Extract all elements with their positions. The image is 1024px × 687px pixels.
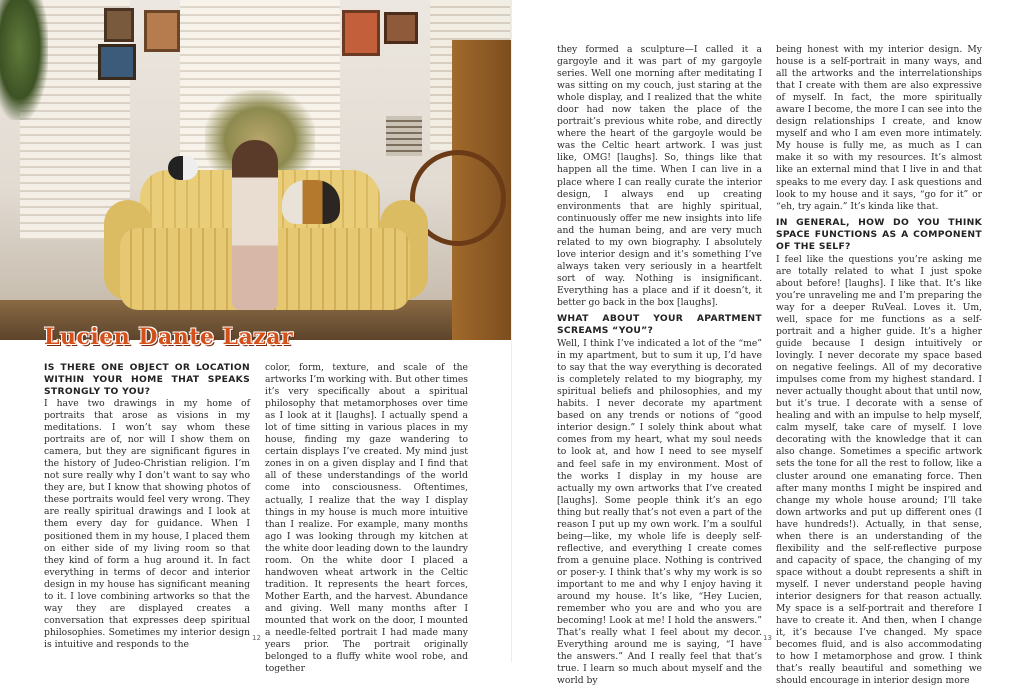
article-title: Lucien Dante Lazar — [44, 324, 294, 350]
photo-person — [232, 140, 278, 310]
photo-book-stack — [386, 116, 422, 156]
photo-wall-frame — [98, 44, 136, 80]
photo-wall-frame — [384, 12, 418, 44]
photo-calico-cat — [282, 180, 340, 224]
left-page — [0, 0, 512, 675]
photo-black-white-cat — [168, 156, 198, 180]
answer-paragraph: color, form, texture, and scale of the artworks I’m working with. But other times it’s very specifically about a spiritual philosophy that metamorphoses over time as I look at it [laughs]. I actually spend a lot of time sitting in various places in my house, finding my gaze wandering to certain displays I’ve created. My mind just zones in on a given display and I find that all of these understandings of the world come into consciousness. Oftentimes, actually, I realize that the way I display things in my house is much more intuitive than I realize. For example, many months ago I was looking through my kitchen at the white door leading down to the laundry room. On the white door I placed a handwoven wheat artwork in the Celtic tradition. It represents the heart forces, Mother Earth, and the harvest. Abundance and giving. Well many months after I mounted that work on the door, I mounted a needle-felted portrait I had made many years prior. The portrait originally belonged to a fluffy white wool robe, and together — [265, 362, 468, 675]
answer-paragraph: Well, I think I’ve indicated a lot of the “me” in my apartment, but to sum it up, I’d have to say that the way everything is decorated is completely related to my biography, my spiritual beliefs and philosophies, and my habits. I never decorate my apartment based on any trends or notions of “good interior design.” I solely think about what comes from my heart, what my soul needs to look at, and how I need to see myself and feel safe in my environment. Most of the works I display in my house are actually my own artworks that I’ve created [laughs]. Some people think it’s an ego thing but really that’s not even a part of the reason I put up my own work. I’m a soulful being—like, my whole life is deeply self-reflective, and everything I create comes from a genuine place. Nothing is contrived or poser-y. I think that’s why my work is so important to me and why I enjoy having it around my house. It’s like, “Hey Lucien, remember who you are and who you are becoming! Look at me! I hold the answers.” That’s really what I feel about my decor. Everything around me is saying, “I have the answers.” And I really feel that that’s true. I learn so much about myself and the world by — [557, 338, 762, 687]
photo-wall-frame — [342, 10, 380, 56]
answer-paragraph: I feel like the questions you’re asking me are totally related to what I just spoke about before! [laughs]. I like that. It’s like you’re unraveling me and I’m preparing the way for a deeper RuVeal. Loves it. Um, well, space for me functions as a self-portrait and a higher guide. It’s a higher guide because I design intuitively or lovingly. I never decorate my space based on negative feelings. All of my decorative impulses come from my highest standard. I never actually thought about that until now, but it’s true. I decorate with a sense of healing and with an impulse to help myself, calm myself, take care of myself. I love decorating with the knowledge that it can also change. Sometimes a specific artwork sets the tone for all the rest to follow, like a cluster around one emanating force. Then after many months I might be inspired and change my whole house around; I’ll take down artworks and put up different ones (I have hundreds!). Actually, in that sense, when there is an understanding of the flexibility and the self-reflective purpose and capacity of space, the changing of my space without a doubt represents a shift in myself. I never understand people having interior designers for that reason actually. My space is a self-portrait and therefore I have to create it. And then, when I change it, it’s because I’ve changed. My space becomes fluid, and is also accommodating to how I metamorphose and grow. I think that’s really beautiful and something we should encourage in interior design more — [776, 253, 982, 687]
text-column-1 — [44, 362, 250, 651]
question-heading: IS THERE ONE OBJECT OR LOCATION WITHIN YOUR HOME THAT SPEAKS STRONGLY TO YOU? — [44, 362, 250, 397]
text-column-2 — [265, 362, 468, 675]
answer-paragraph: they formed a sculpture—I called it a gargoyle and it was part of my gargoyle series. Well one morning after meditating I was sitting on my couch, just staring at the whole display, and I realized that the white door had now taken the place of the portrait’s previous white robe, and directly where the heart of the gargoyle would be was the Celtic heart artwork. I was just like, OMG! [laughs]. So, things like that happen all the time. When I can live in a place where I can really curate the interior design, I always end up creating environments that are highly spiritual, continuously offer me new insights into life and the human being, and are very much related to my own biography. I absolutely love interior design and it’s something I’ve always taken very seriously in a heartfelt sort of way. Nothing is insignificant. Everything has a place and if it doesn’t, it better go back in the box [laughs]. — [557, 44, 762, 308]
question-heading: IN GENERAL, HOW DO YOU THINK SPACE FUNCTIONS AS A COMPONENT OF THE SELF? — [776, 216, 982, 252]
question-heading: WHAT ABOUT YOUR APARTMENT SCREAMS “YOU”? — [557, 313, 762, 337]
text-column-3 — [557, 44, 762, 687]
page-number: 12 — [252, 634, 261, 642]
page-number: 13 — [763, 634, 772, 642]
text-column-4 — [776, 44, 982, 687]
answer-paragraph: I have two drawings in my home of portraits that arose as visions in my meditations. I won’t say whom these portraits are of, nor will I show them on camera, but they are significant figures in the history of Judeo-Christian religion. I’m not sure really why I don’t want to say who they are, but I know that showing photos of these portraits would feel very wrong. They are really spiritual drawings and I look at them every day for guidance. When I positioned them in my house, I placed them on either side of my living room so that they kind of form a hug around it. In fact everything in terms of decor and interior design in my house has significant meaning to it. I love combining artworks so that the way they are displayed creates a conversation that expresses deep spiritual philosophies. Sometimes my interior design is intuitive and responds to the — [44, 398, 250, 650]
photo-wall-frame — [144, 10, 180, 52]
photo-wall-frame — [104, 8, 134, 42]
photo-hanging-plant — [0, 0, 48, 120]
portrait-photograph — [0, 0, 512, 340]
answer-paragraph: being honest with my interior design. My house is a self-portrait in many ways, and all the artworks and the interrelationships that I create with them are also expressive of myself. In fact, the more spiritually aware I become, the more I can see into the design relationships I create, and know myself and who I am even more intimately. My house is fully me, as much as I can make it so with my resources. It’s almost like an external mind that I live in and that speaks to me every day. I ask questions and look to my house and it says, “go for it” or “eh, try again.” It’s kinda like that. — [776, 44, 982, 212]
